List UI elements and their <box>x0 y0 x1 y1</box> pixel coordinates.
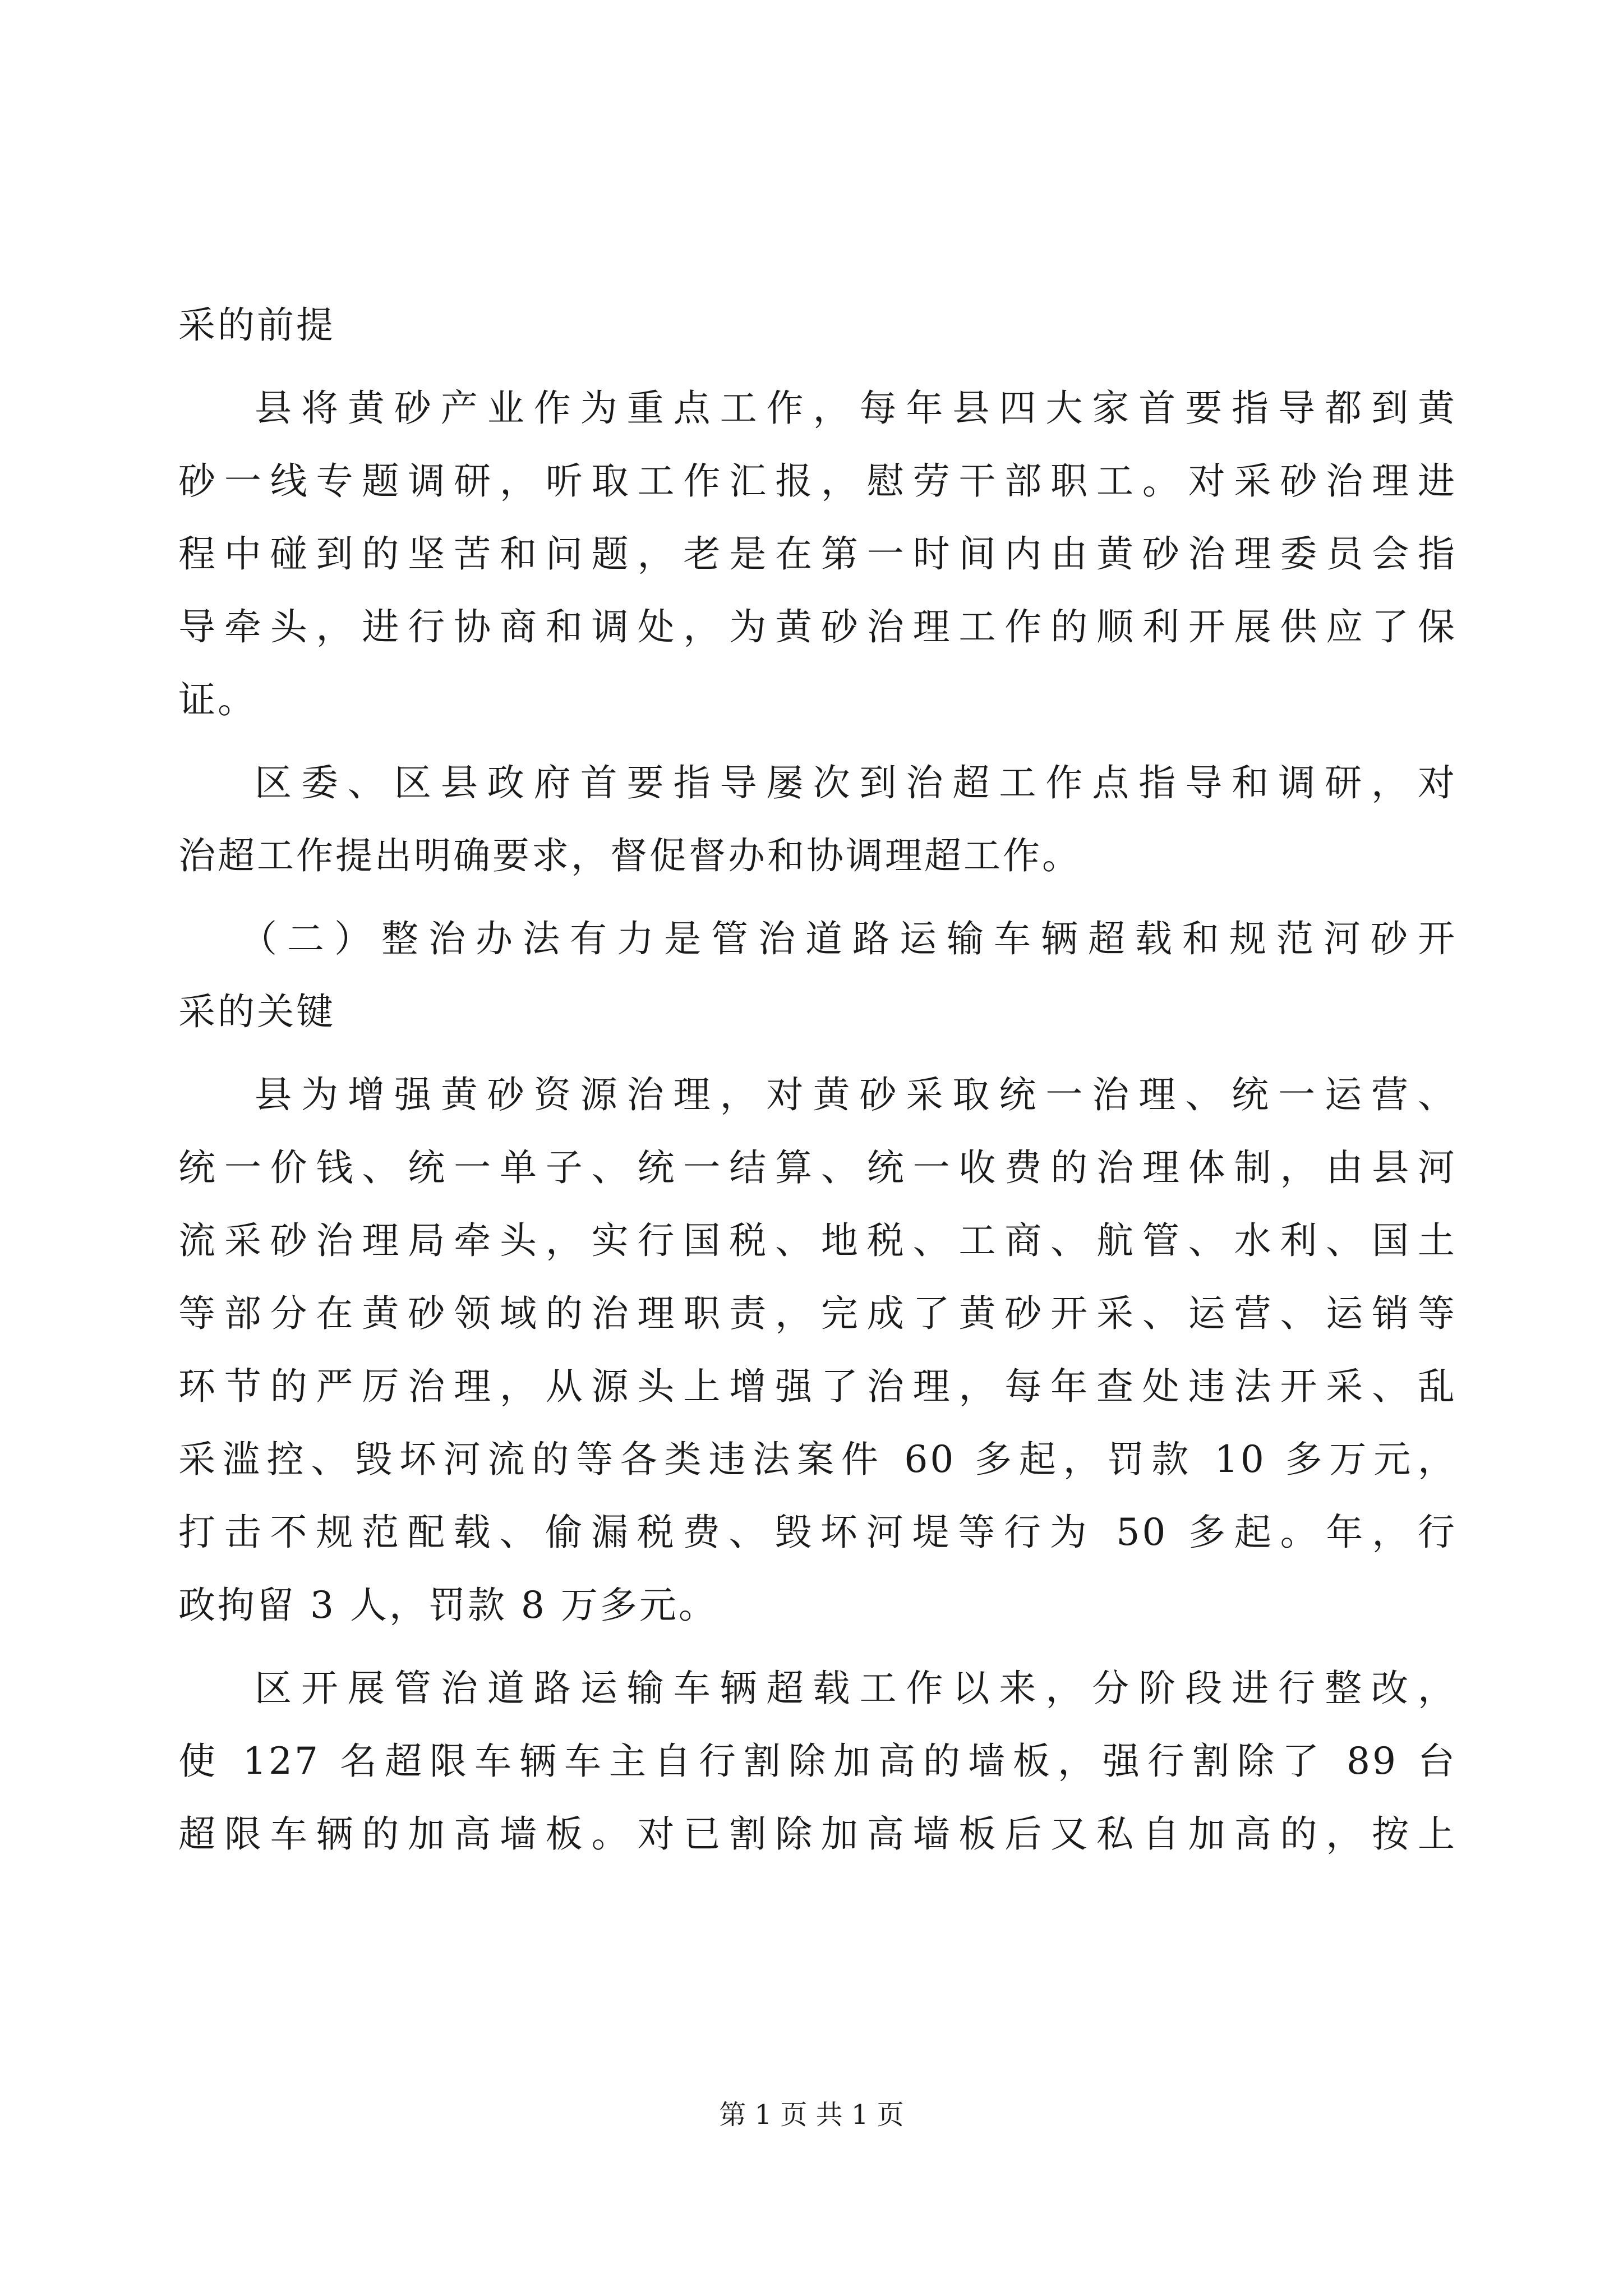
paragraph-line: 环节的严厉治理，从源头上增强了治理，每年查处违法开采、乱 <box>178 1365 1457 1408</box>
paragraph-line: 区开展管治道路运输车辆超载工作以来，分阶段进行整改， <box>255 1667 1457 1710</box>
paragraph-line: 政拘留 3 人，罚款 8 万多元。 <box>178 1584 718 1627</box>
paragraph-line: 治超工作提出明确要求，督促督办和协调理超工作。 <box>178 834 1081 877</box>
paragraph-line: 等部分在黄砂领域的治理职责，完成了黄砂开采、运营、运销等 <box>178 1292 1457 1335</box>
paragraph-line: 导牵头，进行协商和调处，为黄砂治理工作的顺利开展供应了保 <box>178 605 1457 648</box>
page-footer: 第 1 页 共 1 页 <box>719 2099 904 2131</box>
paragraph-line: 证。 <box>178 678 257 721</box>
section-heading: 采的关键 <box>178 990 335 1033</box>
paragraph-line: 流采砂治理局牵头，实行国税、地税、工商、航管、水利、国土 <box>178 1219 1457 1262</box>
paragraph-line: 程中碰到的坚苦和问题，老是在第一时间内由黄砂治理委员会指 <box>178 532 1457 576</box>
paragraph-line: 使 127 名超限车辆车主自行割除加高的墙板，强行割除了 89 台 <box>178 1740 1457 1783</box>
document-body <box>178 289 1457 1871</box>
paragraph-line: 砂一线专题调研，听取工作汇报，慰劳干部职工。对采砂治理进 <box>178 459 1457 503</box>
paragraph-line: 打击不规范配载、偷漏税费、毁坏河堤等行为 50 多起。年，行 <box>178 1511 1457 1554</box>
section-heading: （二）整治办法有力是管治道路运输车辆超载和规范河砂开 <box>240 917 1457 960</box>
paragraph-line: 县为增强黄砂资源治理，对黄砂采取统一治理、统一运营、 <box>255 1073 1457 1116</box>
paragraph-line: 县将黄砂产业作为重点工作，每年县四大家首要指导都到黄 <box>255 386 1457 430</box>
paragraph-line: 超限车辆的加高墙板。对已割除加高墙板后又私自加高的，按上 <box>178 1812 1457 1856</box>
text-line: 采的前提 <box>178 303 335 347</box>
paragraph-line: 采滥控、毁坏河流的等各类违法案件 60 多起，罚款 10 多万元， <box>178 1438 1457 1481</box>
paragraph-line: 区委、区县政府首要指导屡次到治超工作点指导和调研，对 <box>255 761 1457 804</box>
paragraph-line: 统一价钱、统一单子、统一结算、统一收费的治理体制，由县河 <box>178 1146 1457 1189</box>
